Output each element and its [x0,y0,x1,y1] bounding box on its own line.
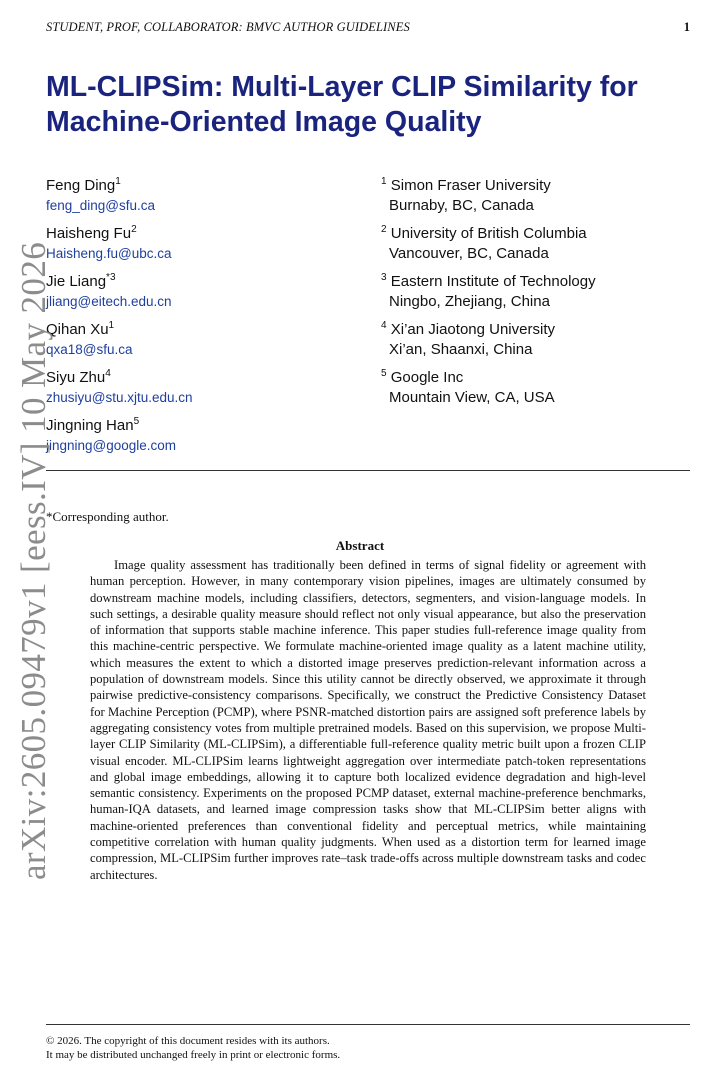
running-head: STUDENT, PROF, COLLABORATOR: BMVC AUTHOR GUIDELINES [46,20,410,34]
author-entry [46,268,346,316]
author-name: Qihan Xu [46,321,109,338]
copyright-line: © 2026. The copyright of this document resides with its authors. [46,1035,330,1047]
affiliation-location: Vancouver, BC, Canada [389,245,549,262]
author-affil-mark: 5 [133,416,140,427]
affiliation-mark: 2 [381,224,387,235]
affiliation-institution: University of British Columbia [390,225,587,242]
author-entry [46,220,346,268]
author-name: Jie Liang [46,273,107,290]
copyright-divider [46,1024,690,1025]
affiliation-institution: Google Inc [390,369,464,386]
author-list [46,172,346,460]
affiliation-entry [381,364,701,412]
author-name: Feng Ding [46,177,116,194]
author-entry [46,412,346,460]
affiliation-mark: 5 [381,368,387,379]
author-name: Haisheng Fu [46,225,132,242]
author-affil-mark: 4 [105,368,111,379]
affiliation-location: Xi’an, Shaanxi, China [389,341,533,358]
abstract-heading: Abstract [335,538,385,553]
affiliation-entry [381,172,701,220]
author-email-link[interactable]: jliang@eitech.edu.cn [46,294,172,309]
affiliation-mark: 1 [381,176,387,187]
author-affil-mark: 1 [115,176,121,187]
distribution-line: It may be distributed unchanged freely in print or electronic forms. [46,1049,341,1061]
affiliation-institution: Eastern Institute of Technology [390,273,596,290]
arxiv-identifier-stamp: arXiv:2605.09479v1 [eess.IV] 10 May 2026 [14,241,53,880]
affiliation-location: Ningbo, Zhejiang, China [389,293,550,310]
author-name: Jingning Han [46,417,134,434]
author-affil-mark: 2 [131,224,137,235]
author-entry [46,172,346,220]
author-affil-mark: 1 [108,320,115,331]
author-entry [46,364,346,412]
copyright-notice [46,1034,686,1062]
affiliation-institution: Xi’an Jiaotong University [390,321,555,338]
affiliation-mark: 4 [381,320,387,331]
author-email-link[interactable]: zhusiyu@stu.xjtu.edu.cn [46,390,193,405]
author-affil-mark: *3 [106,272,116,283]
affiliation-mark: 3 [381,272,387,283]
affiliation-entry [381,268,701,316]
author-entry [46,316,346,364]
page-number: 1 [683,20,690,34]
affiliation-location: Burnaby, BC, Canada [389,197,534,214]
affiliation-entry [381,316,701,364]
affiliation-list [381,172,701,412]
footnote-divider [46,470,690,471]
author-email-link[interactable]: Haisheng.fu@ubc.ca [46,246,172,261]
author-email-link[interactable]: qxa18@sfu.ca [46,342,133,357]
affiliation-institution: Simon Fraser University [390,177,551,194]
author-email-link[interactable]: jingning@google.com [46,438,177,453]
affiliation-location: Mountain View, CA, USA [389,389,555,406]
corresponding-author-footnote: *Corresponding author. [46,509,169,524]
author-name: Siyu Zhu [46,369,106,386]
abstract-text: Image quality assessment has traditionally been defined in terms of signal fidelity or agreement with human perception. However, in many contemporary vision pipelines, images are ultimately consumed by downstream machine models, including classifiers, detectors, segmenters, and vision-language models. In such settings, a desirable quality measure should reflect not only visual appearance, but also the preservation of information that supports stable machine inference. This paper studies full-reference image quality from this machine-centric perspective. We formulate machine-oriented image quality as a latent machine utility, which measures the extent to which a distorted image preserves prediction-relevant information across a population of downstream models. Since this utility cannot be directly observed, we approximate it through pairwise predictive-consistency comparisons. Specifically, we construct the Predictive Consistency Dataset for Machine Perception (PCMP), where PSNR-matched distortion pairs are assigned soft preference labels by aggregating consistency votes from multiple pretrained models. Based on this supervision, we propose Multi-layer CLIP Similarity (ML-CLIPSim), a differentiable full-reference quality metric built upon a frozen CLIP visual encoder. ML-CLIPSim learns lightweight aggregation over intermediate patch-token representations and global image embeddings, allowing it to capture both localized evidence degradation and high-level semantic consistency. Experiments on the proposed PCMP dataset, external machine-preference benchmarks, human-IQA datasets, and learned image compression tasks show that ML-CLIPSim better aligns with machine-oriented preferences than conventional fidelity and perceptual metrics, while maintaining competitive correlation with human quality judgments. When used as a distortion term for learned image compression, ML-CLIPSim further improves rate–task trade-offs across multiple downstream tasks and codec architectures. [90,558,646,882]
paper-title: ML-CLIPSim: Multi-Layer CLIP Similarity for Machine-Oriented Image Quality [46,71,638,138]
affiliation-entry [381,220,701,268]
author-email-link[interactable]: feng_ding@sfu.ca [46,198,156,213]
